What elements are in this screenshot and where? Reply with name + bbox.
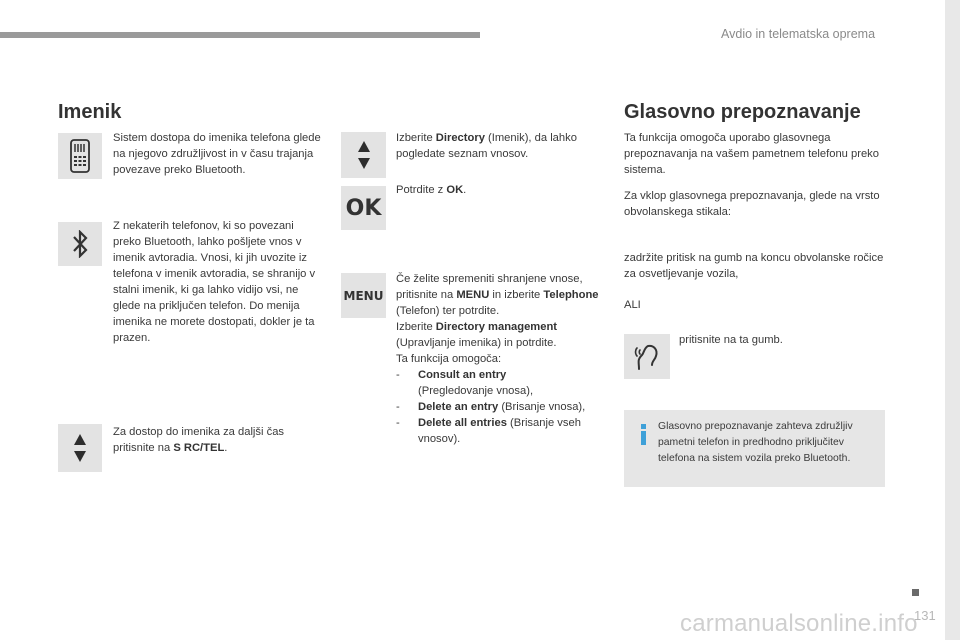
voice-command-icon — [624, 334, 670, 379]
imenik-heading: Imenik — [58, 101, 122, 123]
glasovno-enable-text: Za vklop glasovnega prepoznavanja, glede na vrsto obvolanskega stikala: — [624, 190, 880, 218]
info-icon — [640, 424, 648, 446]
phone-icon — [58, 133, 102, 179]
page-number: 131 — [914, 608, 936, 623]
list-item: - Consult an entry (Pregledovanje vnosa), — [396, 369, 534, 397]
header-bar — [0, 32, 480, 38]
glasovno-press-text: pritisnite na ta gumb. — [679, 334, 783, 346]
section-title: Avdio in telematska oprema — [721, 27, 876, 41]
src-tel-label: S RC/TEL — [173, 442, 225, 454]
glasovno-hold-text: zadržite pritisk na gumb na koncu obvolanske ročice za osvetljevanje vozila, — [624, 252, 884, 280]
menu-instructions: Če želite spremeniti shranjene vnose, pritisnite na MENU in izberite Telephone (Telefon) ter potrdite. Izberite Directory management (Upravljanje imenika) in potrdite. Ta funkcija omogoča: - Consult an entry (Pregledovanje vnosa), - Delete an entry (Brisanje vnosa), - Delete all entries (Brisanje vseh vnosov). — [396, 271, 606, 447]
ok-confirm-text: Potrdite z OK. — [396, 184, 467, 196]
arrows-up-down-icon — [341, 132, 386, 178]
glasovno-or-text: ALI — [624, 299, 641, 311]
glasovno-heading: Glasovno prepoznavanje — [624, 101, 861, 123]
glasovno-intro: Ta funkcija omogoča uporabo glasovnega prepoznavanja na vašem pametnem telefonu preko sistema. — [624, 132, 879, 176]
directory-select-text: Izberite Directory (Imenik), da lahko pogledate seznam vnosov. — [396, 132, 577, 160]
info-text: Glasovno prepoznavanje zahteva združljiv pametni telefon in predhodno priključitev telefona na sistem vozila preko Bluetooth. — [658, 421, 853, 464]
page-marker — [912, 589, 919, 596]
list-item: - Delete all entries (Brisanje vseh vnosov). — [396, 417, 581, 445]
ok-button-icon: OK — [341, 186, 386, 230]
imenik-bluetooth-text: Z nekaterih telefonov, ki so povezani preko Bluetooth, lahko pošljete vnos v imenik avtoradia. Vnosi, ki jih uvozite iz telefona v imenik avtoradia, se shranijo v stalni imenik, ki ga lahko vidijo vsi, ne glede na priključen telefon. Do menija imenika ne morete dostopati, dokler je ta prazen. — [113, 220, 316, 344]
arrows-up-down-icon — [58, 424, 102, 472]
imenik-long-press-text: Za dostop do imenika za daljši čas pritisnite na S RC/TEL. — [113, 426, 285, 454]
imenik-intro: Sistem dostopa do imenika telefona glede na njegovo združljivost in v času trajanja povezave preko Bluetooth. — [113, 132, 321, 176]
watermark: carmanualsonline.info — [680, 610, 918, 637]
menu-button-icon: MENU — [341, 273, 386, 318]
bluetooth-icon — [58, 222, 102, 266]
page-edge-strip — [945, 0, 960, 640]
list-item: - Delete an entry (Brisanje vnosa), — [396, 401, 586, 413]
function-list — [396, 367, 606, 447]
